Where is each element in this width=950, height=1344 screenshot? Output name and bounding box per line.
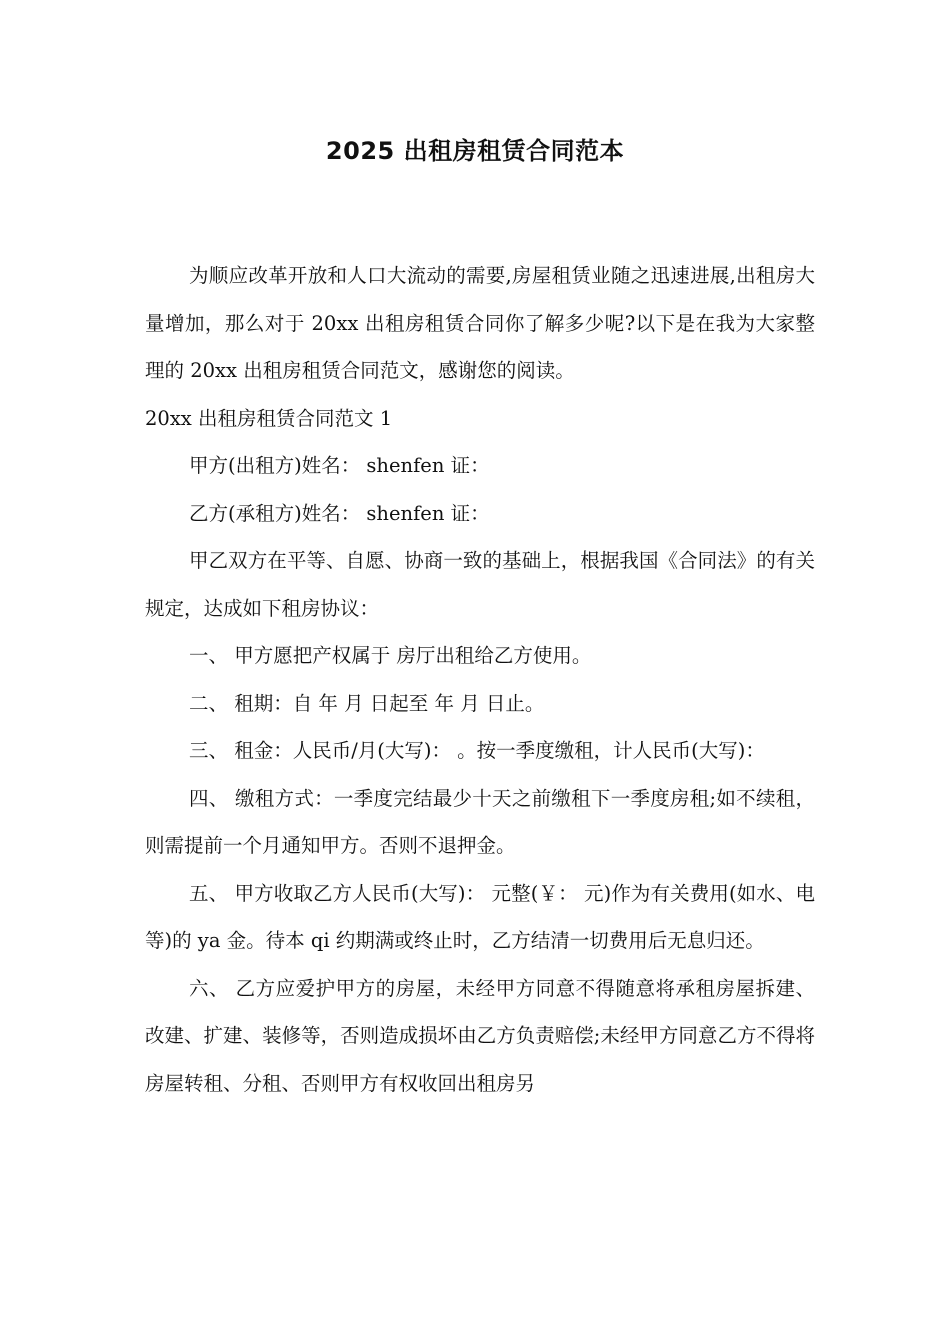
clause-3: 三、 租金：人民币/月(大写)： 。按一季度缴租，计人民币(大写)： [189, 739, 765, 762]
section-heading: 20xx 出租房租赁合同范文 1 [145, 406, 393, 430]
document-title: 2025 出租房租赁合同范本 [325, 137, 625, 165]
clause-1: 一、 甲方愿把产权属于 房厅出租给乙方使用。 [189, 644, 592, 667]
agreement-basis-paragraph: 甲乙双方在平等、自愿、协商一致的基础上，根据我国《合同法》的有关规定，达成如下租房协议： [145, 549, 815, 620]
party-a-line: 甲方(出租方)姓名： shenfen 证： [189, 454, 490, 477]
document-body [145, 252, 815, 1107]
clause-5: 五、 甲方收取乙方人民币(大写)： 元整(￥： 元)作为有关费用(如水、电等)的 ya 金。待本 qi 约期满或终止时，乙方结清一切费用后无息归还。 [145, 881, 815, 952]
clause-6: 六、 乙方应爱护甲方的房屋，未经甲方同意不得随意将承租房屋拆建、改建、扩建、装修等，否则造成损坏由乙方负责赔偿;未经甲方同意乙方不得将房屋转租、分租、否则甲方有权收回出租房另 [145, 976, 815, 1095]
intro-paragraph: 为顺应改革开放和人口大流动的需要,房屋租赁业随之迅速进展,出租房大量增加，那么对于 20xx 出租房租赁合同你了解多少呢?以下是在我为大家整理的 20xx 出租房租赁合同范文，感谢您的阅读。 [145, 264, 815, 382]
clause-4: 四、 缴租方式：一季度完结最少十天之前缴租下一季度房租;如不续租，则需提前一个月通知甲方。否则不退押金。 [145, 786, 815, 857]
clause-2: 二、 租期：自 年 月 日起至 年 月 日止。 [189, 691, 545, 715]
party-b-line: 乙方(承租方)姓名： shenfen 证： [189, 501, 490, 525]
